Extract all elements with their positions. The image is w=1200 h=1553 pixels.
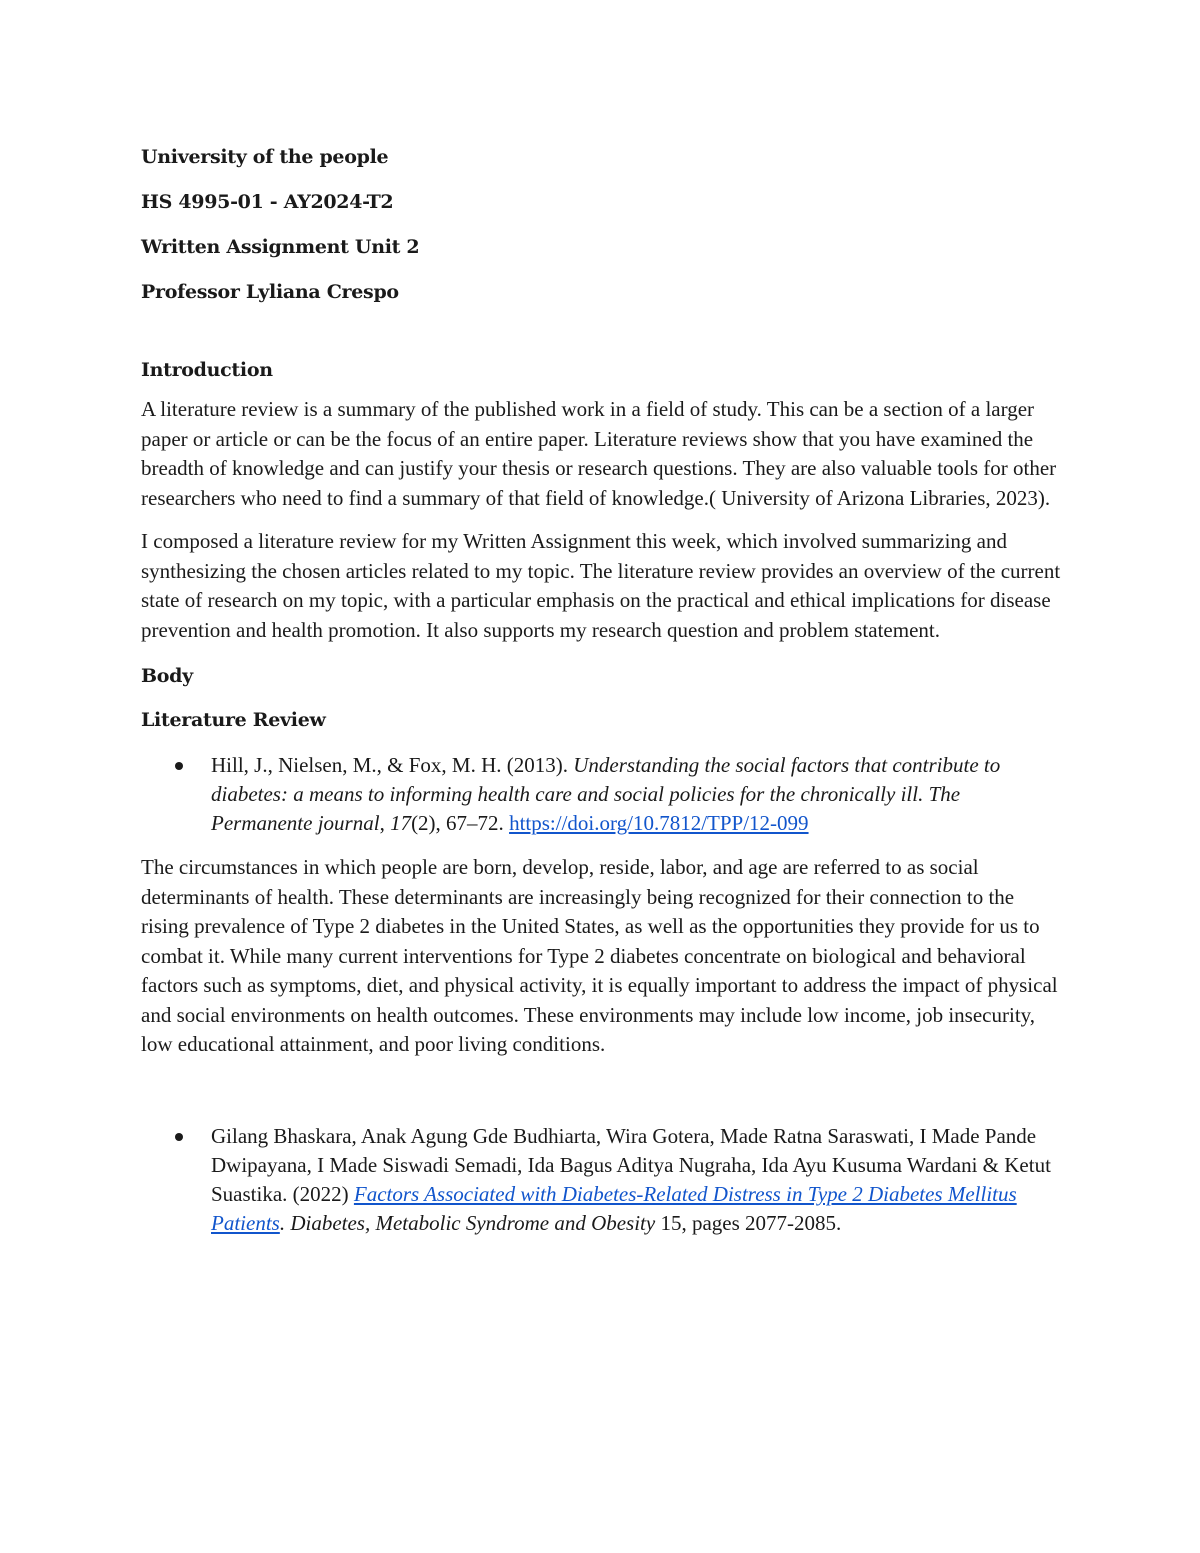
introduction-paragraph-2: I composed a literature review for my Written Assignment this week, which involved summarizing and synthesizing the chosen articles related to my topic. The literature review provides an overview of the current state of research on my topic, with a particular emphasis on the practical and ethical implications for disease prevention and health promotion. It also supports my research question and problem statement. bbox=[141, 529, 1061, 642]
bullet-icon bbox=[175, 1133, 183, 1141]
reference-title-end: . bbox=[918, 782, 929, 806]
reference-issue-pages: (2), 67–72. bbox=[411, 811, 510, 835]
course-code: HS 4995-01 - AY2024-T2 bbox=[141, 191, 394, 213]
reference-title-link[interactable]: Factors Associated with Diabetes-Related Distress in Type 2 Diabetes Mellitus Patients bbox=[211, 1181, 1017, 1235]
introduction-paragraph-1: A literature review is a summary of the published work in a field of study. This can be a section of a larger paper or article or can be the focus of an entire paper. Literature reviews show that you have examined the breadth of knowledge and can justify your thesis or research questions. They are also valuable tools for other researchers who need to find a summary of that field of knowledge.( University of Arizona Libraries, 2023). bbox=[141, 397, 1057, 510]
body-heading: Body bbox=[141, 665, 193, 687]
reference-authors: Hill, J., Nielsen, M., & Fox, M. H. (2013). bbox=[211, 753, 574, 777]
reference-list-1 bbox=[141, 751, 1061, 838]
reference-authors: Gilang Bhaskara, Anak Agung Gde Budhiarta, Wira Gotera, Made Ratna Saraswati, I Made Pande Dwipayana, I Made Siswadi Semadi, Ida Bagus Aditya Nugraha, Ida Ayu Kusuma Wardani & Ketut Suastika. (2022) bbox=[211, 1123, 1051, 1206]
reference-list-2 bbox=[141, 1122, 1061, 1238]
professor-name: Professor Lyliana Crespo bbox=[141, 281, 399, 303]
assignment-title: Written Assignment Unit 2 bbox=[141, 236, 420, 258]
reference-volume-pages: 15, pages 2077-2085. bbox=[655, 1210, 842, 1235]
reference-title: Understanding the social factors that contribute to diabetes: a means to informing health care and social policies for the chronically ill bbox=[211, 753, 1001, 806]
reference-journal: The Permanente journal bbox=[211, 782, 961, 835]
introduction-heading: Introduction bbox=[141, 359, 273, 381]
institution-name: University of the people bbox=[141, 146, 389, 168]
bullet-icon bbox=[175, 762, 183, 770]
literature-review-heading: Literature Review bbox=[141, 709, 326, 731]
reference-title-end: . bbox=[279, 1210, 291, 1235]
reference-separator: , bbox=[379, 811, 391, 835]
document-page bbox=[141, 140, 1061, 1238]
reference-doi-link[interactable]: https://doi.org/10.7812/TPP/12-099 bbox=[509, 811, 809, 835]
reference-1-summary: The circumstances in which people are born, develop, reside, labor, and age are referred to as social determinants of health. These determinants are increasingly being recognized for their connection to the rising prevalence of Type 2 diabetes in the United States, as well as the opportunities they provide for us to combat it. While many current interventions for Type 2 diabetes concentrate on biological and behavioral factors such as symptoms, diet, and physical activity, it is equally important to address the impact of physical and social environments on health outcomes. These environments may include low income, job insecurity, low educational attainment, and poor living conditions. bbox=[141, 855, 1058, 1056]
reference-journal: Diabetes, Metabolic Syndrome and Obesity bbox=[290, 1210, 656, 1235]
reference-item-hill bbox=[141, 751, 1061, 838]
reference-item-bhaskara bbox=[141, 1122, 1061, 1238]
reference-volume: 17 bbox=[390, 811, 412, 835]
